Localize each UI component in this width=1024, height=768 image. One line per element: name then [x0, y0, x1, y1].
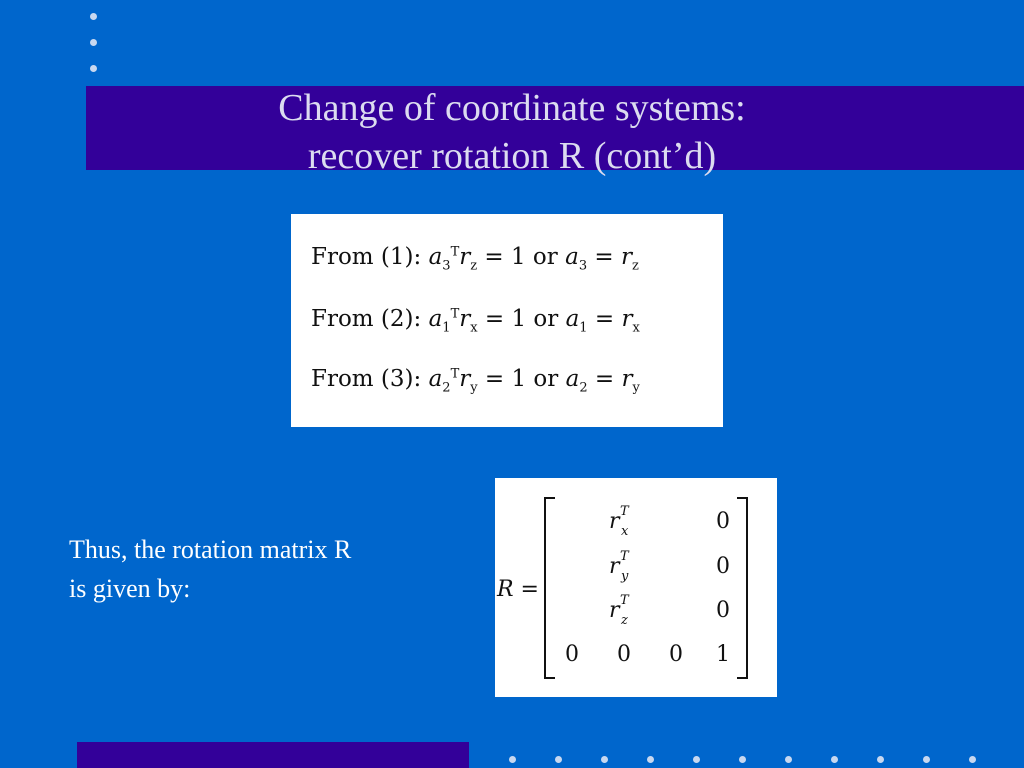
matrix-entry-sup: T — [620, 504, 629, 519]
matrix-entry: r — [609, 554, 620, 579]
matrix-entry: 0 — [617, 642, 631, 667]
right-bracket — [737, 498, 747, 678]
slide-title-line-2: recover rotation R (cont’d) — [307, 135, 717, 177]
matrix-entry: 0 — [669, 642, 683, 667]
left-bracket — [545, 498, 555, 678]
matrix-entry: 0 — [716, 509, 730, 534]
matrix-entry: 0 — [716, 598, 730, 623]
matrix-entry-sub: x — [621, 524, 629, 539]
matrix-entry: r — [609, 509, 620, 534]
decorative-dot — [831, 756, 838, 763]
decorative-dot — [509, 756, 516, 763]
decorative-dot — [601, 756, 608, 763]
matrix-entry-sub: z — [621, 613, 628, 628]
decorative-dot — [877, 756, 884, 763]
footer-band — [77, 742, 469, 768]
equation-prefix: From (1): — [311, 244, 422, 270]
matrix-lhs: R = — [497, 577, 539, 602]
equation-row: From (3): $a_2^Tr_y = 1$ or $a_2 = r_y$ — [311, 366, 640, 396]
matrix-entry: 1 — [716, 642, 730, 667]
matrix-entry-sub: y — [621, 569, 629, 584]
decorative-dot — [923, 756, 930, 763]
decorative-dot — [90, 39, 97, 46]
equation-prefix: From (2): — [311, 306, 422, 332]
decorative-dot — [90, 13, 97, 20]
rotation-matrix-panel — [495, 478, 777, 697]
matrix-entry: r — [609, 598, 620, 623]
decorative-dot — [555, 756, 562, 763]
matrix-entry-sup: T — [620, 593, 629, 608]
decorative-dot — [785, 756, 792, 763]
slide-title-line-1: Change of coordinate systems: — [278, 87, 746, 129]
matrix-entry-sup: T — [620, 549, 629, 564]
decorative-dot — [90, 65, 97, 72]
body-text-line-1: Thus, the rotation matrix R — [69, 535, 352, 564]
equation-prefix: From (3): — [311, 366, 422, 392]
matrix-entry: 0 — [565, 642, 579, 667]
body-text — [69, 530, 469, 608]
decorative-dot — [969, 756, 976, 763]
equation-row: From (1): $a_3^Tr_z = 1$ or $a_3 = r_z$ — [311, 244, 639, 274]
matrix-entry: 0 — [716, 554, 730, 579]
rotation-matrix — [495, 478, 777, 697]
slide-title — [86, 84, 938, 180]
decorative-dot — [693, 756, 700, 763]
equations-panel — [291, 214, 723, 427]
equation-row: From (2): $a_1^Tr_x = 1$ or $a_1 = r_x$ — [311, 306, 640, 336]
decorative-dot — [647, 756, 654, 763]
decorative-dot — [739, 756, 746, 763]
body-text-line-2: is given by: — [69, 574, 191, 603]
